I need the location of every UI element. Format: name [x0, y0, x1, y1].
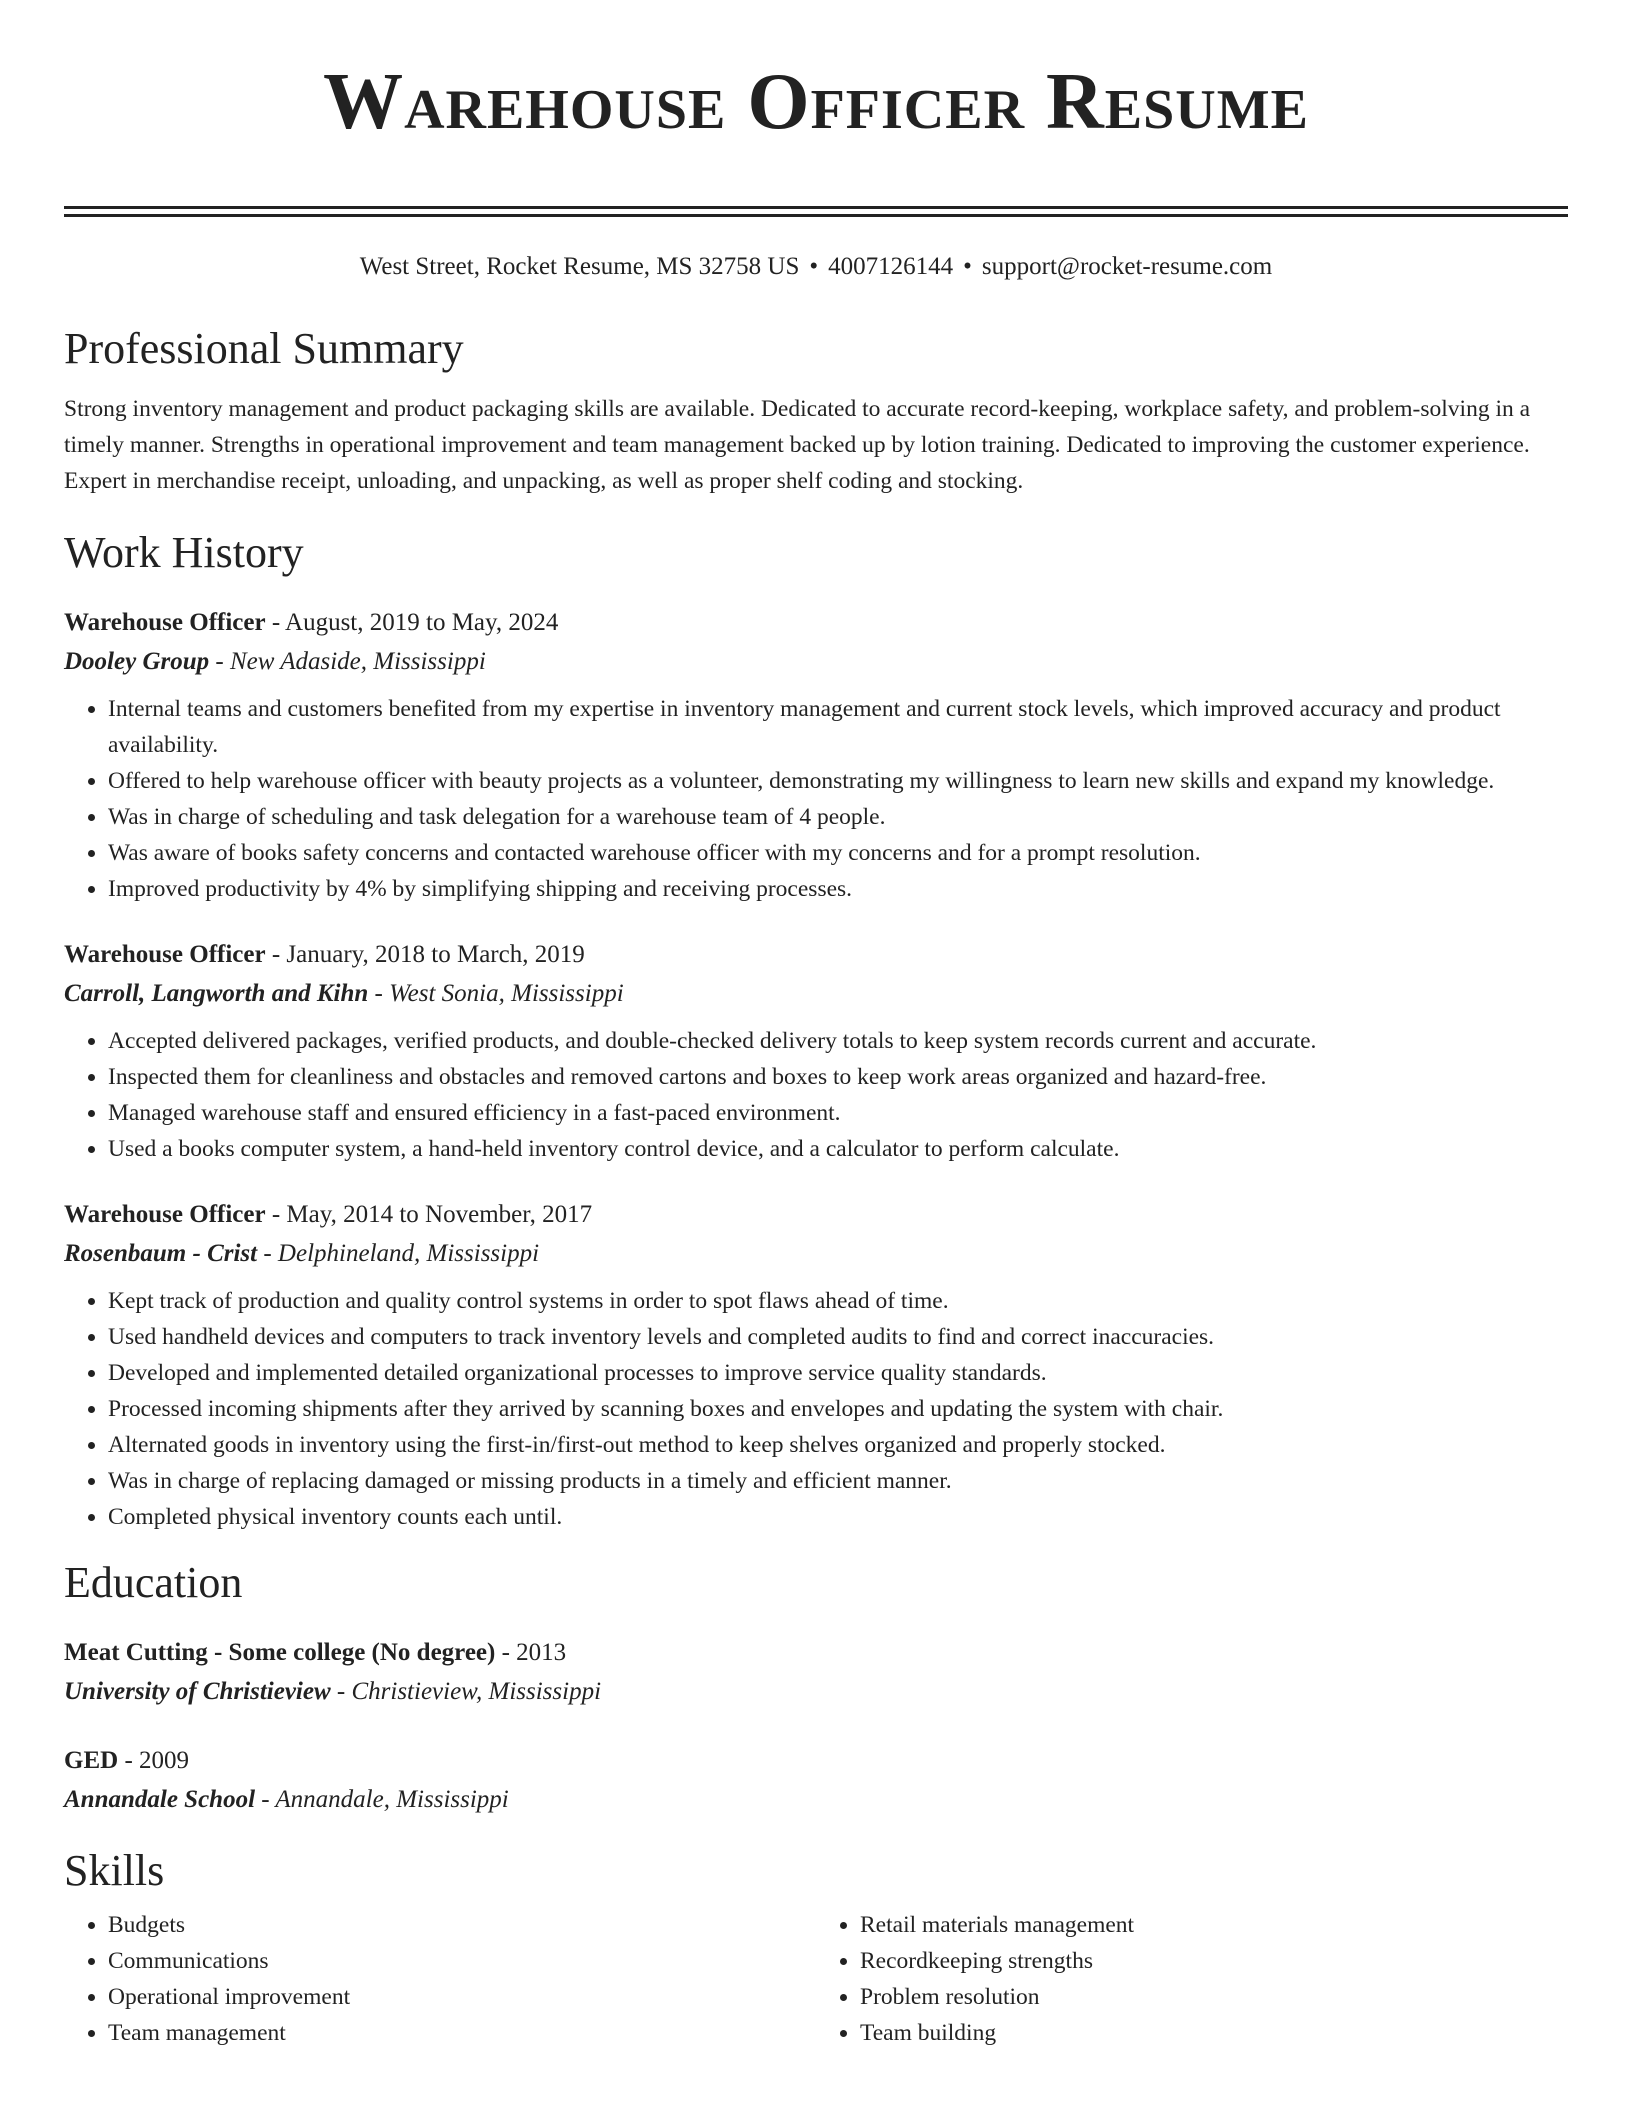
job-entry: [64, 1195, 1568, 1535]
work-history-heading: Work History: [64, 528, 304, 577]
education-year: - 2013: [495, 1639, 567, 1666]
job-duties-list: [64, 1023, 1568, 1167]
skills-list-right: [816, 1907, 1568, 2051]
job-title: Warehouse Officer: [64, 1201, 266, 1228]
job-duty: • Managed warehouse staff and ensured efficiency in a fast-paced environment.: [108, 1095, 1568, 1131]
skill-item: • Communications: [108, 1943, 816, 1979]
job-company: Rosenbaum - Crist: [64, 1240, 258, 1267]
education-school: University of Christieview: [64, 1678, 331, 1705]
skill-item: • Problem resolution: [860, 1979, 1568, 2015]
resume-title: Warehouse Officer Resume: [323, 58, 1309, 146]
job-entry: [64, 603, 1568, 907]
skill-item: • Team management: [108, 2015, 816, 2051]
job-duty: • Was in charge of scheduling and task delegation for a warehouse team of 4 people.: [108, 799, 1568, 835]
job-duty: • Inspected them for cleanliness and obstacles and removed cartons and boxes to keep work areas organized and hazard-free.: [108, 1059, 1568, 1095]
job-location: - West Sonia, Mississippi: [368, 980, 624, 1007]
skill-item: • Recordkeeping strengths: [860, 1943, 1568, 1979]
skill-item: • Operational improvement: [108, 1979, 816, 2015]
education-degree: GED: [64, 1747, 119, 1774]
contact-line: [64, 251, 1568, 283]
job-dates: - January, 2018 to March, 2019: [265, 941, 585, 968]
job-duty: • Processed incoming shipments after they arrived by scanning boxes and envelopes and updating the system with chair.: [108, 1391, 1568, 1427]
education-school-line: [64, 1781, 1568, 1819]
job-duty: • Improved productivity by 4% by simplifying shipping and receiving processes.: [108, 871, 1568, 907]
education-heading: Education: [64, 1558, 243, 1607]
title-rule-top: [64, 206, 1568, 209]
job-duties-list: [64, 691, 1568, 907]
education-entry: [64, 1741, 1568, 1819]
job-entry: [64, 935, 1568, 1167]
summary-text: Strong inventory management and product packaging skills are available. Dedicated to accurate record-keeping, workplace safety, and problem-solving in a timely manner. Strengths in operational improvement and team management backed up by lotion training. Dedicated to improving the customer experience. Expert in merchandise receipt, unloading, and unpacking, as well as proper shelf coding and stocking.: [64, 396, 1531, 494]
education-degree: Meat Cutting - Some college (No degree): [64, 1639, 496, 1666]
education-entry: [64, 1633, 1568, 1711]
job-title: Warehouse Officer: [64, 941, 266, 968]
contact-phone: 4007126144: [828, 253, 954, 280]
job-company-line: [64, 975, 1568, 1013]
job-duty: • Completed physical inventory counts each until.: [108, 1499, 1568, 1535]
education-school-line: [64, 1673, 1568, 1711]
education-degree-line: [64, 1633, 1568, 1673]
education-degree-line: [64, 1741, 1568, 1781]
job-location: - Delphineland, Mississippi: [257, 1240, 540, 1267]
skill-item: • Budgets: [108, 1907, 816, 1943]
education-location: - Annandale, Mississippi: [255, 1786, 509, 1813]
skill-item: • Team building: [860, 2015, 1568, 2051]
job-duty: • Was in charge of replacing damaged or missing products in a timely and efficient manner.: [108, 1463, 1568, 1499]
job-duty: • Used a books computer system, a hand-held inventory control device, and a calculator to perform calculate.: [108, 1131, 1568, 1167]
summary-heading: Professional Summary: [64, 324, 464, 373]
education-location: - Christieview, Mississippi: [330, 1678, 602, 1705]
education-year: - 2009: [118, 1747, 190, 1774]
job-duty: • Alternated goods in inventory using the first-in/first-out method to keep shelves organized and properly stocked.: [108, 1427, 1568, 1463]
job-duty: • Used handheld devices and computers to track inventory levels and completed audits to find and correct inaccuracies.: [108, 1319, 1568, 1355]
title-rule-bottom: [64, 214, 1568, 217]
job-company: Carroll, Langworth and Kihn: [64, 980, 369, 1007]
job-duty: • Accepted delivered packages, verified products, and double-checked delivery totals to keep system records current and accurate.: [108, 1023, 1568, 1059]
contact-email: support@rocket-resume.com: [981, 253, 1273, 280]
job-duties-list: [64, 1283, 1568, 1535]
job-title-line: [64, 1195, 1568, 1235]
job-duty: • Offered to help warehouse officer with beauty projects as a volunteer, demonstrating my willingness to learn new skills and expand my knowledge.: [108, 763, 1568, 799]
job-duty: • Developed and implemented detailed organizational processes to improve service quality standards.: [108, 1355, 1568, 1391]
skill-item: • Retail materials management: [860, 1907, 1568, 1943]
job-company-line: [64, 643, 1568, 681]
skills-heading: Skills: [64, 1846, 165, 1895]
education-school: Annandale School: [64, 1786, 256, 1813]
job-duty: • Internal teams and customers benefited from my expertise in inventory management and current stock levels, which improved accuracy and product availability.: [108, 691, 1568, 763]
job-duty: • Was aware of books safety concerns and contacted warehouse officer with my concerns and for a prompt resolution.: [108, 835, 1568, 871]
job-dates: - May, 2014 to November, 2017: [265, 1201, 593, 1228]
job-title: Warehouse Officer: [64, 609, 266, 636]
job-title-line: [64, 603, 1568, 643]
contact-separator: •: [963, 253, 972, 280]
skills-list-left: [64, 1907, 816, 2051]
job-title-line: [64, 935, 1568, 975]
contact-separator: •: [809, 253, 819, 280]
job-company: Dooley Group: [64, 648, 210, 675]
job-duty: • Kept track of production and quality control systems in order to spot flaws ahead of time.: [108, 1283, 1568, 1319]
job-location: - New Adaside, Mississippi: [209, 648, 486, 675]
job-dates: - August, 2019 to May, 2024: [265, 609, 559, 636]
contact-address: West Street, Rocket Resume, MS 32758 US: [359, 253, 800, 280]
job-company-line: [64, 1235, 1568, 1273]
skills-grid: [64, 1907, 1568, 2051]
